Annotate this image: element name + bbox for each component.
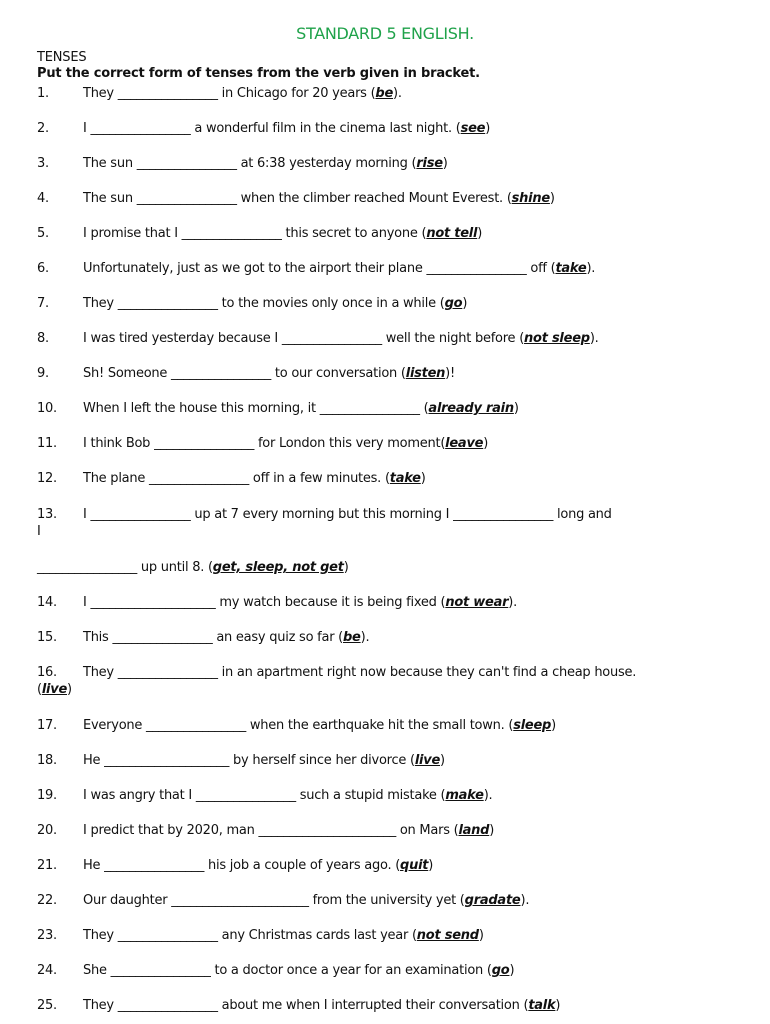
verb-hint: rise <box>416 156 443 171</box>
question-end: ) <box>440 753 445 768</box>
question-text: He ____________________ by herself since her divorce ( <box>83 753 415 768</box>
verb-hint: take <box>389 471 421 486</box>
question-number: 21. <box>37 858 57 873</box>
question-end: ) <box>477 226 483 241</box>
question-text: ( <box>37 682 42 697</box>
question-text: I ________________ a wonderful film in the cinema last night. ( <box>83 121 461 136</box>
question-number: 4. <box>37 191 49 206</box>
verb-hint: not send <box>416 928 479 943</box>
section-label: TENSES <box>37 50 87 65</box>
question-text: They ________________ about me when I interrupted their conversation ( <box>83 998 529 1013</box>
verb-hint: talk <box>528 998 556 1013</box>
verb-hint: not tell <box>426 226 478 241</box>
question-number: 23. <box>37 928 57 943</box>
question-number: 19. <box>37 788 57 803</box>
question-text: They ________________ in an apartment right now because they can't find a cheap house. <box>83 665 637 680</box>
question-item <box>37 506 742 523</box>
question-item <box>37 787 742 804</box>
question-number: 18. <box>37 753 57 768</box>
question-number: 7. <box>37 296 49 311</box>
question-number: 16. <box>37 665 57 680</box>
question-text: I predict that by 2020, man ______________________ on Mars ( <box>83 823 459 838</box>
verb-hint: sleep <box>513 718 552 733</box>
question-item <box>37 962 742 979</box>
question-item <box>37 190 742 207</box>
question-number: 11. <box>37 436 57 451</box>
question-item <box>37 365 742 382</box>
question-number: 2. <box>37 121 49 136</box>
question-item <box>37 594 742 611</box>
question-text: This ________________ an easy quiz so far ( <box>83 630 343 645</box>
question-end: ) <box>485 121 491 136</box>
verb-hint: go <box>491 963 510 978</box>
question-item <box>37 85 742 102</box>
verb-hint: gradate <box>464 893 521 908</box>
question-number: 22. <box>37 893 57 908</box>
question-item <box>37 400 742 417</box>
question-continuation <box>37 559 742 576</box>
question-end: ) <box>478 928 484 943</box>
question-item <box>37 997 742 1014</box>
question-continuation <box>37 523 742 540</box>
question-end: )! <box>445 366 455 381</box>
question-end: ). <box>393 86 402 101</box>
question-item <box>37 120 742 137</box>
question-item <box>37 752 742 769</box>
question-number: 17. <box>37 718 57 733</box>
question-text: I promise that I ________________ this secret to anyone ( <box>83 226 427 241</box>
question-end: ) <box>343 560 349 575</box>
question-text: I was angry that I ________________ such a stupid mistake ( <box>83 788 446 803</box>
question-number: 24. <box>37 963 57 978</box>
question-number: 10. <box>37 401 57 416</box>
question-text: They ________________ in Chicago for 20 years ( <box>83 86 376 101</box>
question-end: ) <box>489 823 495 838</box>
page-title: STANDARD 5 ENGLISH. <box>296 24 474 43</box>
question-text: Sh! Someone ________________ to our conversation ( <box>83 366 406 381</box>
question-item <box>37 470 742 487</box>
question-number: 8. <box>37 331 49 346</box>
question-number: 6. <box>37 261 49 276</box>
question-item <box>37 435 742 452</box>
verb-hint: make <box>445 788 484 803</box>
question-item <box>37 857 742 874</box>
question-number: 25. <box>37 998 57 1013</box>
question-end: ) <box>555 998 561 1013</box>
verb-hint: land <box>458 823 490 838</box>
question-continuation <box>37 681 742 698</box>
question-number: 3. <box>37 156 49 171</box>
question-number: 14. <box>37 595 57 610</box>
question-text: They ________________ to the movies only once in a while ( <box>83 296 445 311</box>
question-text: She ________________ to a doctor once a year for an examination ( <box>83 963 492 978</box>
question-item <box>37 225 742 242</box>
verb-hint: see <box>460 121 486 136</box>
question-item <box>37 822 742 839</box>
question-number: 13. <box>37 507 57 522</box>
verb-hint: be <box>343 630 361 645</box>
verb-hint: go <box>444 296 463 311</box>
question-text: The plane ________________ off in a few minutes. ( <box>83 471 390 486</box>
question-number: 20. <box>37 823 57 838</box>
question-end: ). <box>586 261 596 276</box>
question-end: ). <box>520 893 530 908</box>
question-text: Unfortunately, just as we got to the airport their plane ________________ off ( <box>83 261 556 276</box>
verb-hint: live <box>41 682 68 697</box>
question-text: I <box>37 524 41 539</box>
question-text: They ________________ any Christmas cards last year ( <box>83 928 417 943</box>
verb-hint: get, sleep, not get <box>212 560 344 575</box>
question-item <box>37 927 742 944</box>
question-end: ) <box>509 963 515 978</box>
question-text: He ________________ his job a couple of years ago. ( <box>83 858 401 873</box>
question-item <box>37 330 742 347</box>
verb-hint: shine <box>511 191 550 206</box>
question-item <box>37 717 742 734</box>
verb-hint: not wear <box>445 595 509 610</box>
question-end: ). <box>589 331 599 346</box>
question-item <box>37 664 742 681</box>
question-end: ). <box>483 788 493 803</box>
question-end: ) <box>67 682 72 697</box>
question-text: I ________________ up at 7 every morning but this morning I ________________ long and <box>83 507 612 522</box>
question-text: I ____________________ my watch because it is being fixed ( <box>83 595 446 610</box>
question-text: ________________ up until 8. ( <box>37 560 213 575</box>
verb-hint: not sleep <box>524 331 590 346</box>
verb-hint: be <box>375 86 394 101</box>
verb-hint: already rain <box>428 401 514 416</box>
question-text: When I left the house this morning, it ________________ ( <box>83 401 429 416</box>
question-text: The sun ________________ at 6:38 yesterday morning ( <box>83 156 417 171</box>
question-text: Everyone ________________ when the earthquake hit the small town. ( <box>83 718 514 733</box>
verb-hint: live <box>414 753 441 768</box>
question-number: 12. <box>37 471 57 486</box>
question-item <box>37 155 742 172</box>
question-item <box>37 260 742 277</box>
question-end: ) <box>551 718 556 733</box>
verb-hint: listen <box>405 366 446 381</box>
question-end: ). <box>360 630 370 645</box>
verb-hint: quit <box>400 858 429 873</box>
question-text: I think Bob ________________ for London this very moment( <box>83 436 446 451</box>
question-number: 5. <box>37 226 49 241</box>
verb-hint: take <box>555 261 587 276</box>
question-item <box>37 295 742 312</box>
question-end: ) <box>513 401 519 416</box>
question-text: The sun ________________ when the climber reached Mount Everest. ( <box>83 191 512 206</box>
instruction-text: Put the correct form of tenses from the verb given in bracket. <box>37 66 480 81</box>
question-end: ) <box>462 296 468 311</box>
question-number: 1. <box>37 86 49 101</box>
question-text: I was tired yesterday because I ________________ well the night before ( <box>83 331 525 346</box>
question-end: ). <box>508 595 517 610</box>
question-item <box>37 892 742 909</box>
question-end: ) <box>549 191 555 206</box>
question-end: ) <box>420 471 426 486</box>
question-end: ) <box>428 858 434 873</box>
question-end: ) <box>442 156 448 171</box>
question-end: ) <box>483 436 489 451</box>
question-item <box>37 629 742 646</box>
question-number: 15. <box>37 630 57 645</box>
verb-hint: leave <box>445 436 484 451</box>
question-number: 9. <box>37 366 49 381</box>
question-text: Our daughter ______________________ from the university yet ( <box>83 893 465 908</box>
